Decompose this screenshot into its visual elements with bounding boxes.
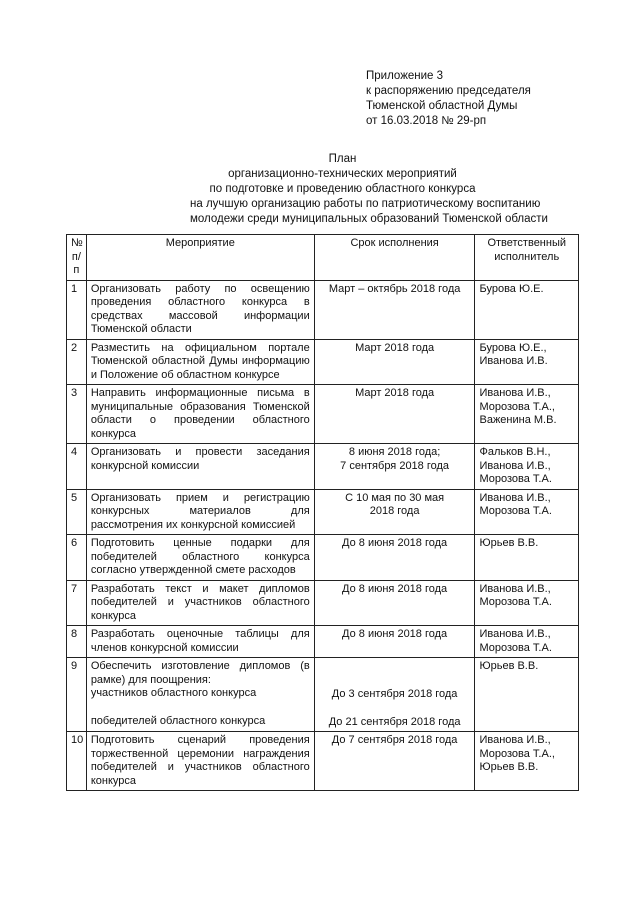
responsible-line: Важенина М.В. (479, 414, 557, 426)
row-term (314, 732, 475, 791)
spacer (319, 674, 471, 688)
responsible-line: Иванова И.В., (479, 628, 551, 640)
row-num: 4 (67, 444, 87, 490)
header-term: Срок исполнения (314, 235, 475, 281)
header-num: № п/п (67, 235, 87, 281)
table-row (67, 280, 579, 339)
table-row (67, 535, 579, 581)
row-responsible (475, 489, 579, 535)
appendix-line: Тюменской областной Думы (366, 100, 518, 112)
row-num: 10 (67, 732, 87, 791)
responsible-line: Иванова И.В., (479, 387, 551, 399)
responsible-line: Юрьев В.В. (479, 537, 539, 549)
row-num: 6 (67, 535, 87, 581)
appendix-line: к распоряжению председателя (366, 85, 531, 97)
appendix-line: от 16.03.2018 № 29-рп (366, 115, 487, 127)
term-line: Март – октябрь 2018 года (328, 282, 461, 295)
row-responsible (475, 280, 579, 339)
activity-intro: Обеспечить изготовление дипломов (в рамке) для поощрения: (90, 660, 310, 686)
header-responsible: Ответственный исполнитель (475, 235, 579, 281)
responsible-line: Иванова И.В. (479, 355, 548, 367)
row-num: 2 (67, 339, 87, 385)
table-row (67, 580, 579, 626)
activity-sub: участников областного конкурса (90, 687, 257, 699)
responsible-line: Морозова Т.А., (479, 400, 555, 413)
term-line: С 10 мая по 30 мая (345, 491, 445, 504)
title-line: План (328, 153, 357, 165)
term-line: 7 сентября 2018 года (340, 459, 450, 472)
table-header-row (67, 235, 579, 281)
row-activity: Направить информационные письма в муниципальные образования Тюменской области о проведении областного конкурса (86, 385, 314, 444)
table-row (67, 339, 579, 385)
row-term (314, 535, 475, 581)
row-num: 3 (67, 385, 87, 444)
appendix-line: Приложение 3 (366, 70, 444, 82)
row-activity: Подготовить ценные подарки для победителей областного конкурса согласно утвержденной смете расходов (86, 535, 314, 581)
responsible-line: Иванова И.В., (479, 459, 551, 472)
table-row (67, 444, 579, 490)
appendix-block (366, 69, 606, 129)
term-line: До 3 сентября 2018 года (331, 688, 458, 700)
row-activity: Разработать текст и макет дипломов победителей и участников областного конкурса (86, 580, 314, 626)
activity-sub: победителей областного конкурса (90, 714, 266, 727)
title-line: на лучшую организацию работы по патриотическому воспитанию (190, 198, 541, 210)
row-responsible (475, 626, 579, 658)
row-activity: Организовать работу по освещению проведения областного конкурса в средствах массовой информации Тюменской области (86, 280, 314, 339)
term-line: Март 2018 года (355, 341, 435, 354)
responsible-line: Фальков В.Н., (479, 446, 551, 458)
title-line: молодежи среди муниципальных образований Тюменской области (190, 213, 548, 225)
responsible-line: Морозова Т.А. (479, 641, 552, 654)
term-line: 8 июня 2018 года; (348, 446, 441, 458)
header-activity: Мероприятие (86, 235, 314, 281)
row-num: 9 (67, 658, 87, 732)
table-row (67, 489, 579, 535)
responsible-line: Юрьев В.В. (479, 660, 539, 672)
row-responsible (475, 385, 579, 444)
title-line: организационно-технических мероприятий (228, 168, 457, 180)
row-num: 8 (67, 626, 87, 658)
responsible-line: Бурова Ю.Е. (479, 282, 544, 295)
term-line: До 21 сентября 2018 года (328, 715, 461, 728)
row-responsible (475, 732, 579, 791)
responsible-line: Морозова Т.А. (479, 505, 552, 517)
term-line: До 8 июня 2018 года (342, 537, 448, 549)
term-line: До 8 июня 2018 года (342, 582, 448, 595)
responsible-line: Морозова Т.А. (479, 473, 552, 485)
row-activity: Организовать прием и регистрацию конкурсных материалов для рассмотрения их конкурсной комиссией (86, 489, 314, 535)
row-term (314, 385, 475, 444)
responsible-line: Морозова Т.А. (479, 596, 552, 608)
row-responsible (475, 339, 579, 385)
row-term (314, 444, 475, 490)
responsible-line: Морозова Т.А., (479, 747, 555, 760)
spacer (319, 660, 471, 674)
row-activity: Разработать оценочные таблицы для членов конкурсной комиссии (86, 626, 314, 658)
spacer (91, 701, 310, 715)
row-responsible (475, 535, 579, 581)
term-line: До 8 июня 2018 года (342, 628, 448, 640)
table-row (67, 626, 579, 658)
plan-table (66, 234, 579, 791)
row-activity (86, 658, 314, 732)
row-term (314, 280, 475, 339)
row-term (314, 489, 475, 535)
row-activity: Организовать и провести заседания конкурсной комиссии (86, 444, 314, 490)
responsible-line: Иванова И.В., (479, 491, 551, 504)
term-line: До 7 сентября 2018 года (331, 734, 458, 746)
table-row (67, 732, 579, 791)
row-responsible (475, 444, 579, 490)
row-activity: Подготовить сценарий проведения торжественной церемонии награждения победителей и участников областного конкурса (86, 732, 314, 791)
row-term (314, 658, 475, 732)
term-line: 2018 года (369, 505, 420, 517)
responsible-line: Иванова И.В., (479, 582, 551, 595)
document-title (190, 152, 548, 227)
row-term (314, 339, 475, 385)
row-num: 1 (67, 280, 87, 339)
responsible-line: Юрьев В.В. (479, 761, 539, 773)
table-row (67, 658, 579, 732)
row-responsible (475, 580, 579, 626)
responsible-line: Иванова И.В., (479, 734, 551, 746)
row-num: 7 (67, 580, 87, 626)
responsible-line: Бурова Ю.Е., (479, 341, 547, 354)
row-activity: Разместить на официальном портале Тюменской областной Думы информацию и Положение об областном конкурсе (86, 339, 314, 385)
row-term (314, 580, 475, 626)
title-line: по подготовке и проведению областного конкурса (209, 183, 476, 195)
row-term (314, 626, 475, 658)
row-responsible (475, 658, 579, 732)
row-num: 5 (67, 489, 87, 535)
term-line: Март 2018 года (355, 387, 435, 399)
spacer (319, 702, 471, 716)
table-row (67, 385, 579, 444)
